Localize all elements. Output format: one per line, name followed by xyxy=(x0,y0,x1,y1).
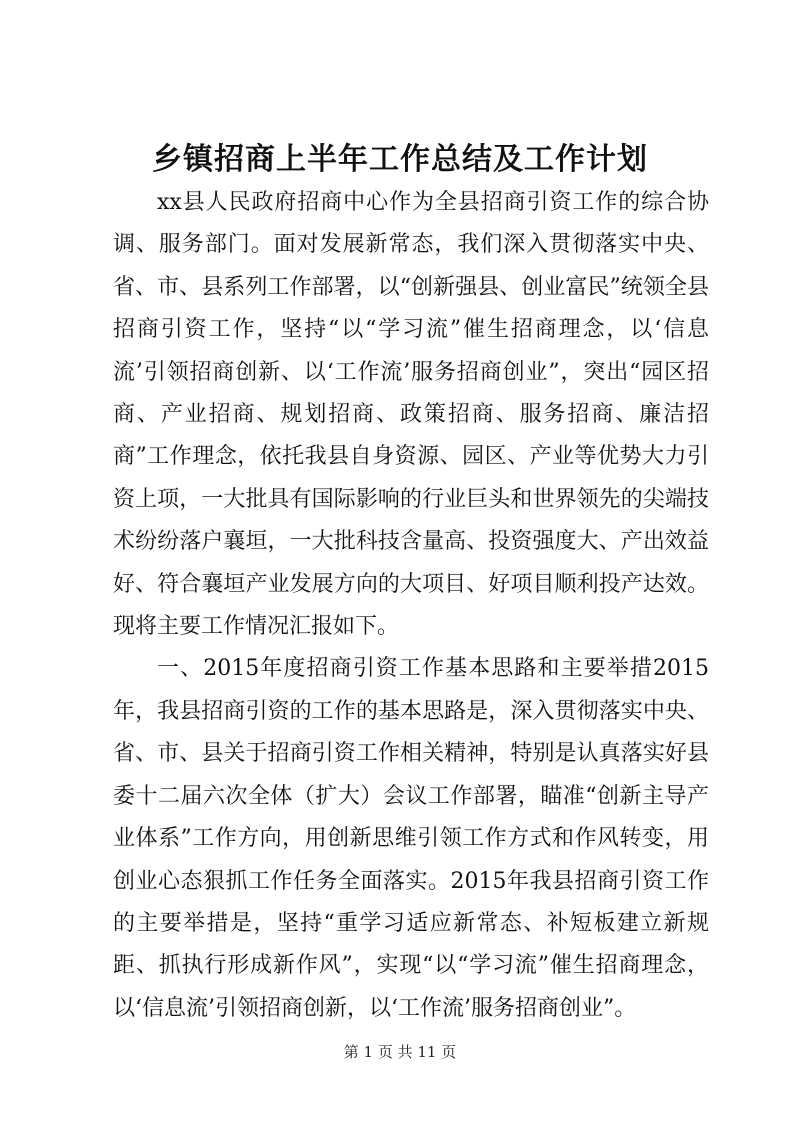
page-number-footer: 第 1 页 共 11 页 xyxy=(343,1043,457,1061)
document-body xyxy=(113,182,709,1030)
paragraph-section-1: 一、2015年度招商引资工作基本思路和主要举措2015年，我县招商引资的工作的基本思路是，深入贯彻落实中央、省、市、县关于招商引资工作相关精神，特别是认真落实好县委十二届六次全体（扩大）会议工作部署，瞄准“创新主导产业体系”工作方向，用创新思维引领工作方式和作风转变，用创业心态狠抓工作任务全面落实。2015年我县招商引资工作的主要举措是，坚持“重学习适应新常态、补短板建立新规距、抓执行形成新作风”，实现“以“学习流”催生招商理念，以‘信息流’引领招商创新，以‘工作流’服务招商创业”。 xyxy=(113,656,709,1021)
paragraph-intro: xx县人民政府招商中心作为全县招商引资工作的综合协调、服务部门。面对发展新常态，我们深入贯彻落实中央、省、市、县系列工作部署，以“创新强县、创业富民”统领全县招商引资工作，坚持“以“学习流”催生招商理念，以‘信息流’引领招商创新、以‘工作流’服务招商创业”，突出“园区招商、产业招商、规划招商、政策招商、服务招商、廉洁招商”工作理念，依托我县自身资源、园区、产业等优势大力引资上项，一大批具有国际影响的行业巨头和世界领先的尖端技术纷纷落户襄垣，一大批科技含量高、投资强度大、产出效益好、符合襄垣产业发展方向的大项目、好项目顺利投产达效。现将主要工作情况汇报如下。 xyxy=(113,190,709,640)
document-title: 乡镇招商上半年工作总结及工作计划 xyxy=(152,142,648,177)
